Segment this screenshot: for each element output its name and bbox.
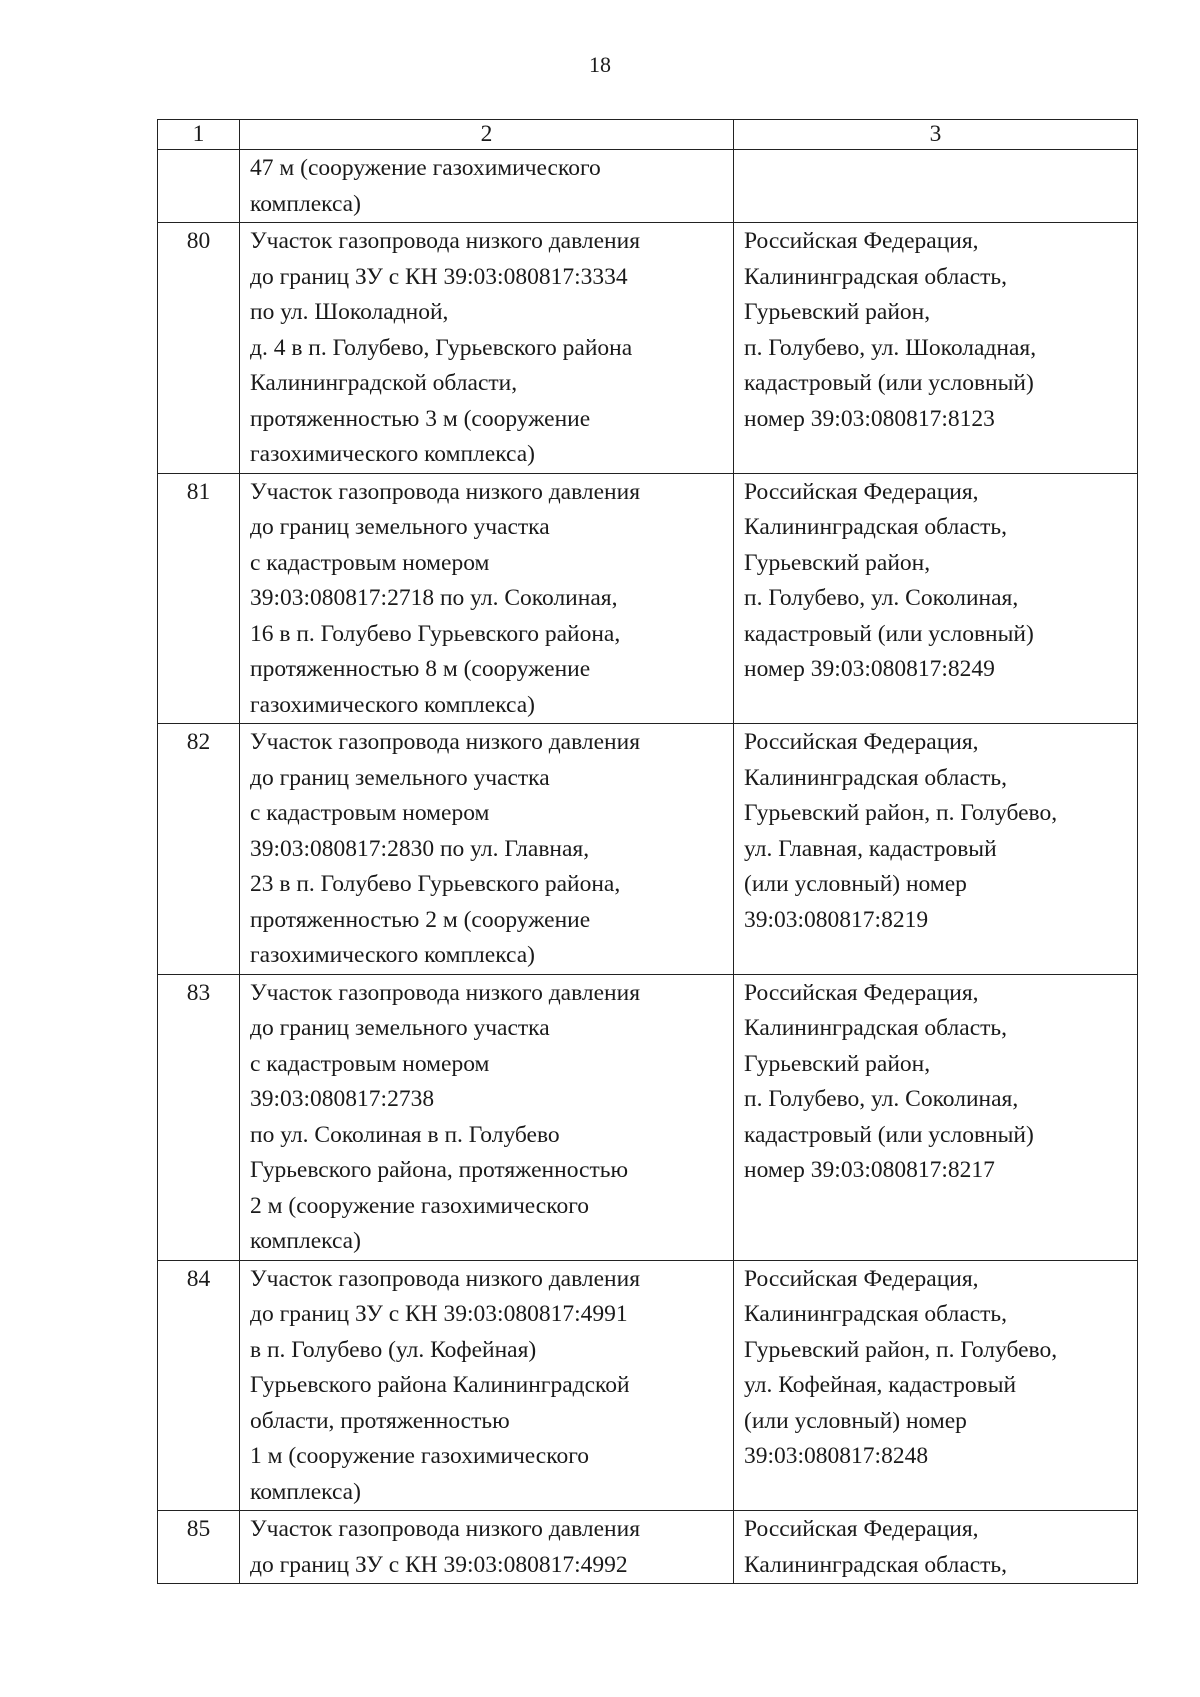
column-header: 1 <box>158 120 240 150</box>
object-location: Российская Федерация, Калининградская область, Гурьевский район, п. Голубево, ул. Соколиная, кадастровый (или условный) номер 39:03:080817:8217 <box>734 974 1138 1260</box>
object-description: Участок газопровода низкого давления до границ земельного участка с кадастровым номером 39:03:080817:2718 по ул. Соколиная, 16 в п. Голубево Гурьевского района, протяженностью 8 м (сооружение газохимического комплекса) <box>240 473 734 724</box>
object-location: Российская Федерация, Калининградская область, Гурьевский район, п. Голубево, ул. Шоколадная, кадастровый (или условный) номер 39:03:080817:8123 <box>734 223 1138 474</box>
table-row <box>158 150 1138 223</box>
object-location: Российская Федерация, Калининградская область, <box>734 1511 1138 1584</box>
row-number: 83 <box>158 974 240 1260</box>
table-row <box>158 223 1138 474</box>
row-number: 80 <box>158 223 240 474</box>
object-location: Российская Федерация, Калининградская область, Гурьевский район, п. Голубево, ул. Главная, кадастровый (или условный) номер 39:03:080817:8219 <box>734 724 1138 975</box>
page-number: 18 <box>589 52 611 77</box>
column-header: 3 <box>734 120 1138 150</box>
object-description: Участок газопровода низкого давления до границ ЗУ с КН 39:03:080817:4991 в п. Голубево (ул. Кофейная) Гурьевского района Калининградской области, протяженностью 1 м (сооружение газохимического комплекса) <box>240 1260 734 1511</box>
row-number: 85 <box>158 1511 240 1584</box>
table-row <box>158 974 1138 1260</box>
object-description: 47 м (сооружение газохимического комплекса) <box>240 150 734 223</box>
object-description: Участок газопровода низкого давления до границ земельного участка с кадастровым номером 39:03:080817:2830 по ул. Главная, 23 в п. Голубево Гурьевского района, протяженностью 2 м (сооружение газохимического комплекса) <box>240 724 734 975</box>
column-header: 2 <box>240 120 734 150</box>
object-location: Российская Федерация, Калининградская область, Гурьевский район, п. Голубево, ул. Кофейная, кадастровый (или условный) номер 39:03:080817:8248 <box>734 1260 1138 1511</box>
object-description: Участок газопровода низкого давления до границ ЗУ с КН 39:03:080817:4992 <box>240 1511 734 1584</box>
property-table <box>157 119 1138 1584</box>
object-description: Участок газопровода низкого давления до границ земельного участка с кадастровым номером 39:03:080817:2738 по ул. Соколиная в п. Голубево Гурьевского района, протяженностью 2 м (сооружение газохимического комплекса) <box>240 974 734 1260</box>
object-location: Российская Федерация, Калининградская область, Гурьевский район, п. Голубево, ул. Соколиная, кадастровый (или условный) номер 39:03:080817:8249 <box>734 473 1138 724</box>
row-number <box>158 150 240 223</box>
table-row <box>158 724 1138 975</box>
table-row <box>158 1511 1138 1584</box>
row-number: 84 <box>158 1260 240 1511</box>
row-number: 81 <box>158 473 240 724</box>
object-description: Участок газопровода низкого давления до границ ЗУ с КН 39:03:080817:3334 по ул. Шоколадной, д. 4 в п. Голубево, Гурьевского района Калининградской области, протяженностью 3 м (сооружение газохимического комплекса) <box>240 223 734 474</box>
table-row <box>158 1260 1138 1511</box>
table-row <box>158 473 1138 724</box>
table-header-row <box>158 120 1138 150</box>
object-location <box>734 150 1138 223</box>
row-number: 82 <box>158 724 240 975</box>
